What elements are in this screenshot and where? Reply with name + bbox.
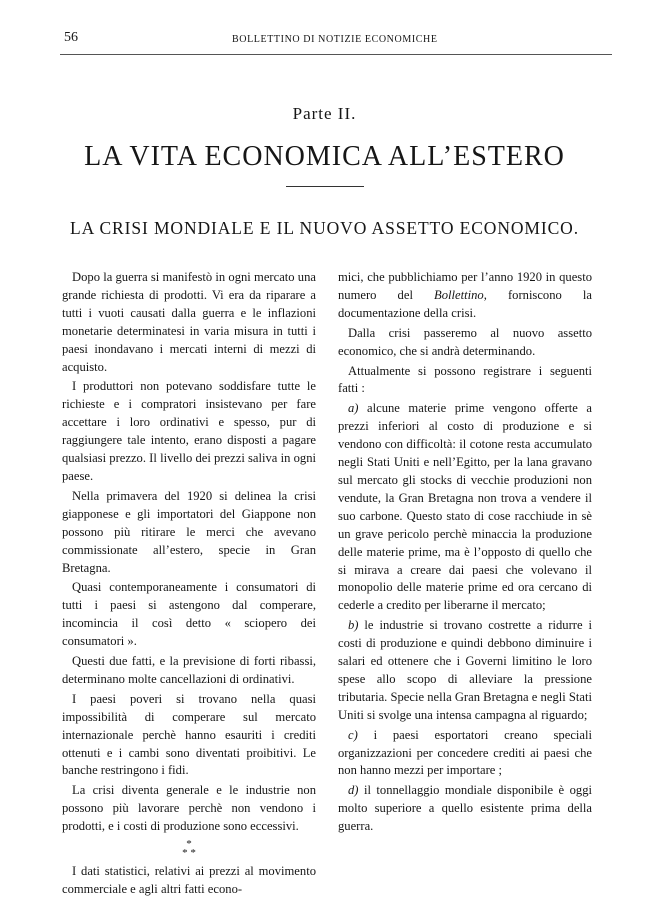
- text-run: mici, che pubblichiamo per l’anno 1920 in questo numero del: [338, 270, 592, 302]
- list-marker: b): [348, 618, 359, 633]
- paragraph: Dalla crisi passeremo al nuovo assetto economico, che si andrà determinando.: [338, 325, 592, 358]
- list-item-text: alcune materie prime vengono offerte a prezzi inferiori al costo di produzione e si vendono con difficoltà: il cotone resta accumulato negli Stati Uniti e nell’Egitto, per la lana gravano sul mercato gli stocks di vecchie produzioni non vendute, la Gran Bretagna non trova a vendere il suo carbone. Questo stato di cose racchiude in sè un grave pericolo perchè minaccia la produzione delle materie prime, ma è l’opposto di quello che si mirava a creare dai paesi che volevano il monopolio delle materie prime ed ora cercano di cederle a credito per liberarne il mercato;: [338, 401, 592, 613]
- journal-title: Bollettino: [434, 287, 484, 302]
- left-column: [62, 269, 316, 901]
- list-item-text: il tonnellaggio mondiale disponibile è oggi molto superiore a quello esistente prima della guerra.: [338, 783, 592, 834]
- paragraph: I dati statistici, relativi ai prezzi al movimento commerciale e agli altri fatti econo-: [62, 864, 316, 896]
- right-column: [338, 269, 592, 838]
- asterism-bottom: * *: [182, 847, 196, 860]
- list-marker: c): [348, 727, 358, 742]
- paragraph: [338, 269, 592, 323]
- page-number: 56: [64, 30, 78, 45]
- list-item: [338, 727, 592, 781]
- paragraph: Questi due fatti, e la previsione di forti ribassi, determinano molte cancellazioni di ordinativi.: [62, 654, 316, 686]
- paragraph: Attualmente si possono registrare i seguenti fatti :: [338, 363, 592, 396]
- asterism-top: *: [186, 838, 192, 851]
- list-marker: a): [348, 401, 359, 416]
- list-marker: d): [348, 783, 359, 798]
- list-item-text: le industrie si trovano costrette a ridurre i costi di produzione e quindi debbono diminuire i salari ed ottenere che i Governi limitino le loro spese allo scopo di alleviare la pressione tributaria. Specie nella Gran Bretagna e negli Stati Uniti si svolge una intensa campagna al riguardo;: [338, 618, 592, 722]
- paragraph: I paesi poveri si trovano nella quasi impossibilità di comperare sul mercato internazionale perchè hanno esauriti i crediti ottenuti e i cambi sono diventati proibitivi. Le banche restringono i fidi.: [62, 691, 316, 778]
- list-item: [338, 617, 592, 724]
- main-title: LA VITA ECONOMICA ALL’ESTERO: [84, 141, 565, 172]
- list-item: [338, 782, 592, 836]
- title-rule: [286, 186, 364, 187]
- paragraph: La crisi diventa generale e le industrie non possono più lavorare perchè non vendono i prodotti, e i costi di produzione sono eccessivi.: [62, 783, 316, 834]
- list-item-text: i paesi esportatori creano speciali organizzazioni per concedere crediti ai paesi che non hanno mezzi per importare ;: [338, 727, 592, 778]
- part-label: Parte II.: [292, 104, 357, 123]
- list-item: [338, 400, 592, 615]
- header-rule: [60, 54, 612, 55]
- paragraph: Dopo la guerra si manifestò in ogni mercato una grande richiesta di prodotti. Vi era da riparare a tutti i vuoti causati dalla guerra e le inflazioni monetarie determinatesi in varia misura in tutti i paesi inondavano i mercati interni di mezzi di acquisto.: [62, 270, 316, 374]
- paragraph: I produttori non potevano soddisfare tutte le richieste e i compratori insistevano per fare accettare i loro ordinativi e spesso, pur di raggiungere tale intento, erano disposti a pagare qualsiasi prezzo. Il livello dei prezzi saliva in ogni paese.: [62, 379, 316, 483]
- asterism-divider: [62, 840, 316, 858]
- paragraph: Quasi contemporaneamente i consumatori di tutti i paesi si astengono dal comperare, incomincia il così detto « sciopero dei consumatori ».: [62, 580, 316, 649]
- section-title: LA CRISI MONDIALE E IL NUOVO ASSETTO ECONOMICO.: [70, 218, 579, 238]
- paragraph: Nella primavera del 1920 si delinea la crisi giapponese e gli importatori del Giappone non possono più ritirare le merci che avevano commissionate all’estero, specie in Gran Bretagna.: [62, 488, 316, 575]
- running-head: BOLLETTINO DI NOTIZIE ECONOMICHE: [232, 34, 438, 45]
- text-run: , forniscono la documentazione della crisi.: [338, 287, 592, 320]
